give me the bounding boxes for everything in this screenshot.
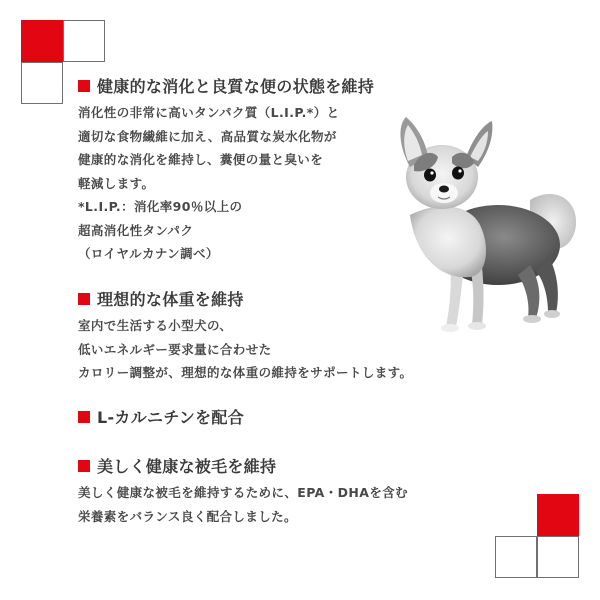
body-line: 超高消化性タンパク: [78, 222, 194, 238]
body-line: 健康的な消化を維持し、糞便の量と臭いを: [78, 152, 324, 167]
body-line: カロリー調整が、理想的な体重の維持をサポートします。: [78, 365, 413, 380]
chihuahua-dog-image: [380, 105, 580, 340]
section-heading-carnitine: [78, 405, 244, 428]
section-heading-coat: [78, 454, 276, 477]
body-line: 適切な食物繊維に加え、高品質な炭水化物が: [78, 128, 337, 144]
decor-outline-square-top-below: [21, 62, 63, 104]
red-square-bullet: [78, 80, 90, 92]
section-heading-weight: [78, 287, 244, 310]
section-heading-text: 健康的な消化と良質な便の状態を維持: [97, 77, 375, 96]
section-heading-text: 理想的な体重を維持: [97, 290, 244, 309]
body-line: 室内で生活する小型犬の、: [78, 318, 233, 333]
body-line: 低いエネルギー要求量に合わせた: [78, 341, 272, 357]
decor-outline-square-bottom-right: [537, 536, 579, 578]
section-body-digestion: [78, 101, 340, 266]
decor-red-square-top: [21, 20, 63, 62]
section-heading-digestion: [78, 74, 374, 97]
section-body-weight: [78, 314, 412, 385]
red-square-bullet: [78, 411, 90, 423]
body-line: 消化性の非常に高いタンパク質（L.I.P.*）と: [78, 105, 340, 120]
decor-outline-square-top-right: [63, 20, 105, 62]
section-body-coat: [78, 481, 408, 528]
body-line: *L.I.P.：消化率90％以上の: [78, 199, 243, 214]
decor-red-square-bottom: [537, 494, 579, 536]
body-line: 栄養素をバランス良く配合しました。: [78, 508, 297, 524]
red-square-bullet: [78, 293, 90, 305]
decor-outline-square-bottom-left: [495, 536, 537, 578]
body-line: 軽減します。: [78, 175, 155, 191]
red-square-bullet: [78, 460, 90, 472]
section-heading-text: 美しく健康な被毛を維持: [97, 457, 277, 476]
body-line: （ロイヤルカナン調べ）: [78, 246, 219, 261]
section-heading-text: L-カルニチンを配合: [97, 408, 245, 427]
body-line: 美しく健康な被毛を維持するために、EPA・DHAを含む: [78, 485, 409, 500]
